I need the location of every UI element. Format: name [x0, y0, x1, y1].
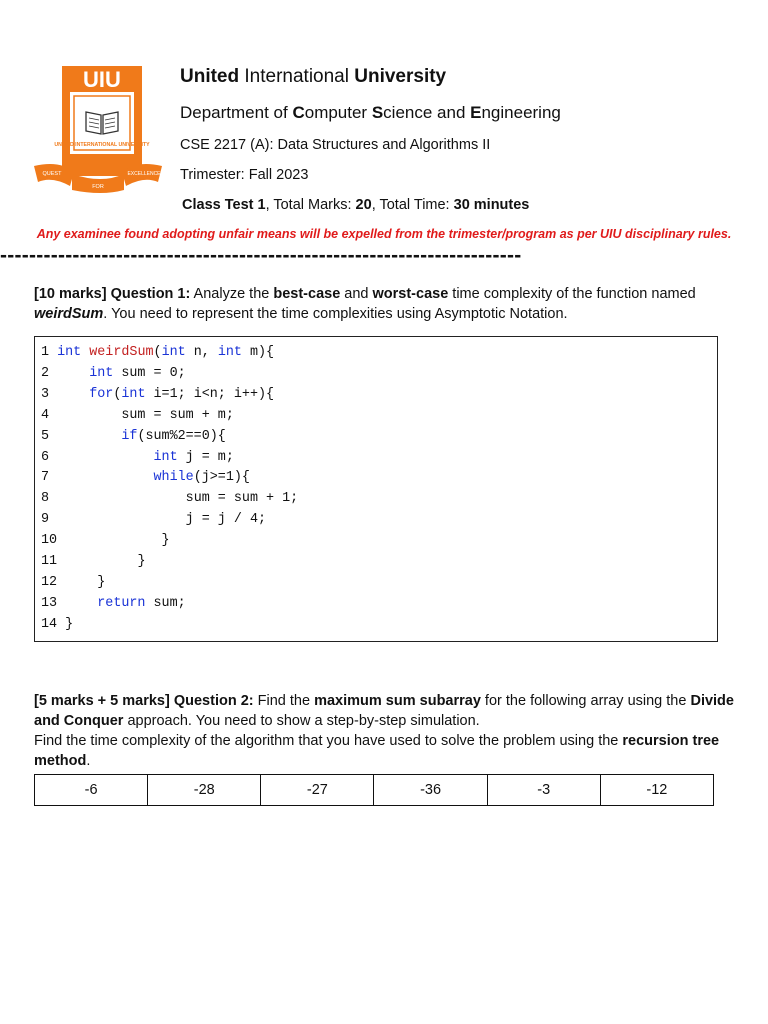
array-cell: -6 [35, 775, 148, 806]
code-line-6: 6 int j = m; [41, 449, 234, 465]
question-1: [10 marks] Question 1: Analyze the best-case and worst-case time complexity of the function named weirdSum. You need to represent the time complexities using Asymptotic Notation. [34, 286, 696, 322]
code-line-8: 8 sum = sum + 1; [41, 491, 299, 507]
logo-text: UIU [83, 67, 121, 92]
ribbon-center-text: FOR [92, 184, 104, 190]
logo-ring-text: UNITED INTERNATIONAL UNIVERSITY [54, 142, 150, 148]
array-cell: -27 [261, 775, 374, 806]
array-cell: -3 [487, 775, 600, 806]
code-line-12: 12 } [41, 574, 106, 590]
array-table [34, 774, 714, 806]
code-line-10: 10 } [41, 533, 170, 549]
array-cell: -36 [374, 775, 487, 806]
question-2: [5 marks + 5 marks] Question 2: Find the maximum sum subarray for the following array using the Divide and Conquer approach. You need to show a step-by-step simulation. Find the time complexity of the algorithm that you have used to solve the problem using the recursion tree method. [34, 693, 734, 769]
array-row [35, 775, 714, 806]
code-line-3: 3 for(int i=1; i<n; i++){ [41, 386, 275, 402]
code-line-7: 7 while(j>=1){ [41, 470, 250, 486]
ribbon-right-text: EXCELLENCE [127, 171, 161, 177]
array-cell: -12 [600, 775, 713, 806]
code-line-2: 2 int sum = 0; [41, 365, 186, 381]
code-line-13: 13 return sum; [41, 595, 186, 611]
code-block [34, 336, 718, 642]
uiu-logo [30, 64, 166, 194]
code-line-1: 1 int weirdSum(int n, int m){ [41, 345, 275, 360]
university-name: United International University [180, 66, 447, 87]
array-cell: -28 [148, 775, 261, 806]
code-line-14: 14 } [41, 616, 74, 632]
separator-line: ------------------------------------------------------------------------ [0, 244, 522, 267]
department-name: Department of Computer Science and Engineering [180, 103, 561, 122]
test-info: Class Test 1, Total Marks: 20, Total Time: 30 minutes [182, 197, 530, 213]
course-title: CSE 2217 (A): Data Structures and Algorithms II [180, 137, 491, 153]
code-line-5: 5 if(sum%2==0){ [41, 428, 226, 444]
ribbon-left-text: QUEST [42, 171, 62, 177]
trimester: Trimester: Fall 2023 [180, 167, 309, 183]
code-line-4: 4 sum = sum + m; [41, 407, 234, 423]
code-line-9: 9 j = j / 4; [41, 512, 267, 528]
warning-notice: Any examinee found adopting unfair means will be expelled from the trimester/program as per UIU disciplinary rules. [36, 227, 732, 241]
code-line-11: 11 } [41, 554, 146, 570]
